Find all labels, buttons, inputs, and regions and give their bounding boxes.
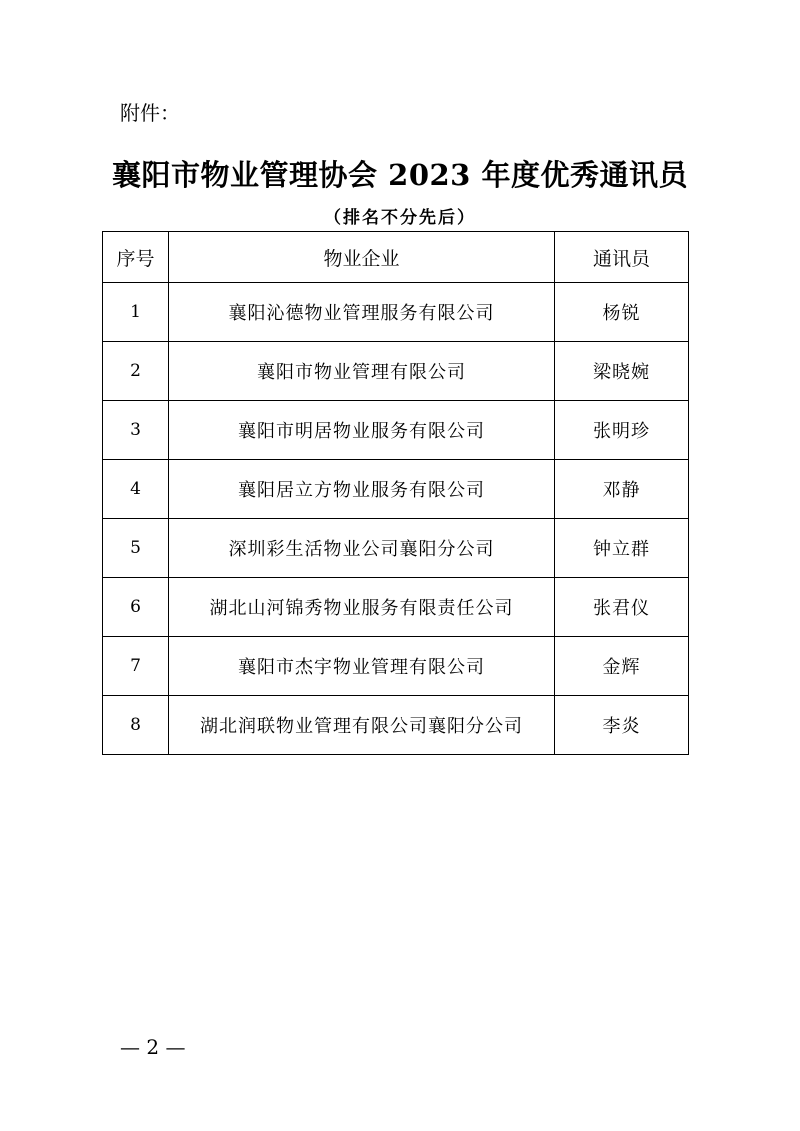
row-company: 襄阳居立方物业服务有限公司 — [169, 460, 555, 519]
table-row — [103, 401, 689, 460]
row-communicator: 张明珍 — [555, 401, 689, 460]
communicator-table — [102, 231, 689, 755]
row-index: 6 — [103, 578, 169, 637]
row-company: 襄阳市杰宇物业管理有限公司 — [169, 637, 555, 696]
row-communicator: 金辉 — [555, 637, 689, 696]
row-index: 3 — [103, 401, 169, 460]
row-communicator: 李炎 — [555, 696, 689, 755]
row-communicator: 钟立群 — [555, 519, 689, 578]
table-row — [103, 283, 689, 342]
row-index: 5 — [103, 519, 169, 578]
header-index: 序号 — [103, 232, 169, 283]
row-company: 襄阳市物业管理有限公司 — [169, 342, 555, 401]
header-communicator: 通讯员 — [555, 232, 689, 283]
row-communicator: 张君仪 — [555, 578, 689, 637]
row-company: 深圳彩生活物业公司襄阳分公司 — [169, 519, 555, 578]
table-row — [103, 637, 689, 696]
row-communicator: 梁晓婉 — [555, 342, 689, 401]
document-subtitle: （排名不分先后） — [324, 208, 476, 228]
row-index: 1 — [103, 283, 169, 342]
row-communicator: 邓静 — [555, 460, 689, 519]
document-title: 襄阳市物业管理协会 2023 年度优秀通讯员 — [112, 158, 688, 192]
attachment-label: 附件： — [120, 101, 180, 125]
page-number: — 2 — — [120, 1035, 186, 1059]
row-company: 襄阳市明居物业服务有限公司 — [169, 401, 555, 460]
table-row — [103, 460, 689, 519]
header-company: 物业企业 — [169, 232, 555, 283]
table-row — [103, 578, 689, 637]
row-company: 湖北山河锦秀物业服务有限责任公司 — [169, 578, 555, 637]
row-company: 湖北润联物业管理有限公司襄阳分公司 — [169, 696, 555, 755]
row-communicator: 杨锐 — [555, 283, 689, 342]
table-row — [103, 519, 689, 578]
row-index: 7 — [103, 637, 169, 696]
row-index: 8 — [103, 696, 169, 755]
row-index: 2 — [103, 342, 169, 401]
row-index: 4 — [103, 460, 169, 519]
table-row — [103, 342, 689, 401]
row-company: 襄阳沁德物业管理服务有限公司 — [169, 283, 555, 342]
table-header-row — [103, 232, 689, 283]
table-row — [103, 696, 689, 755]
